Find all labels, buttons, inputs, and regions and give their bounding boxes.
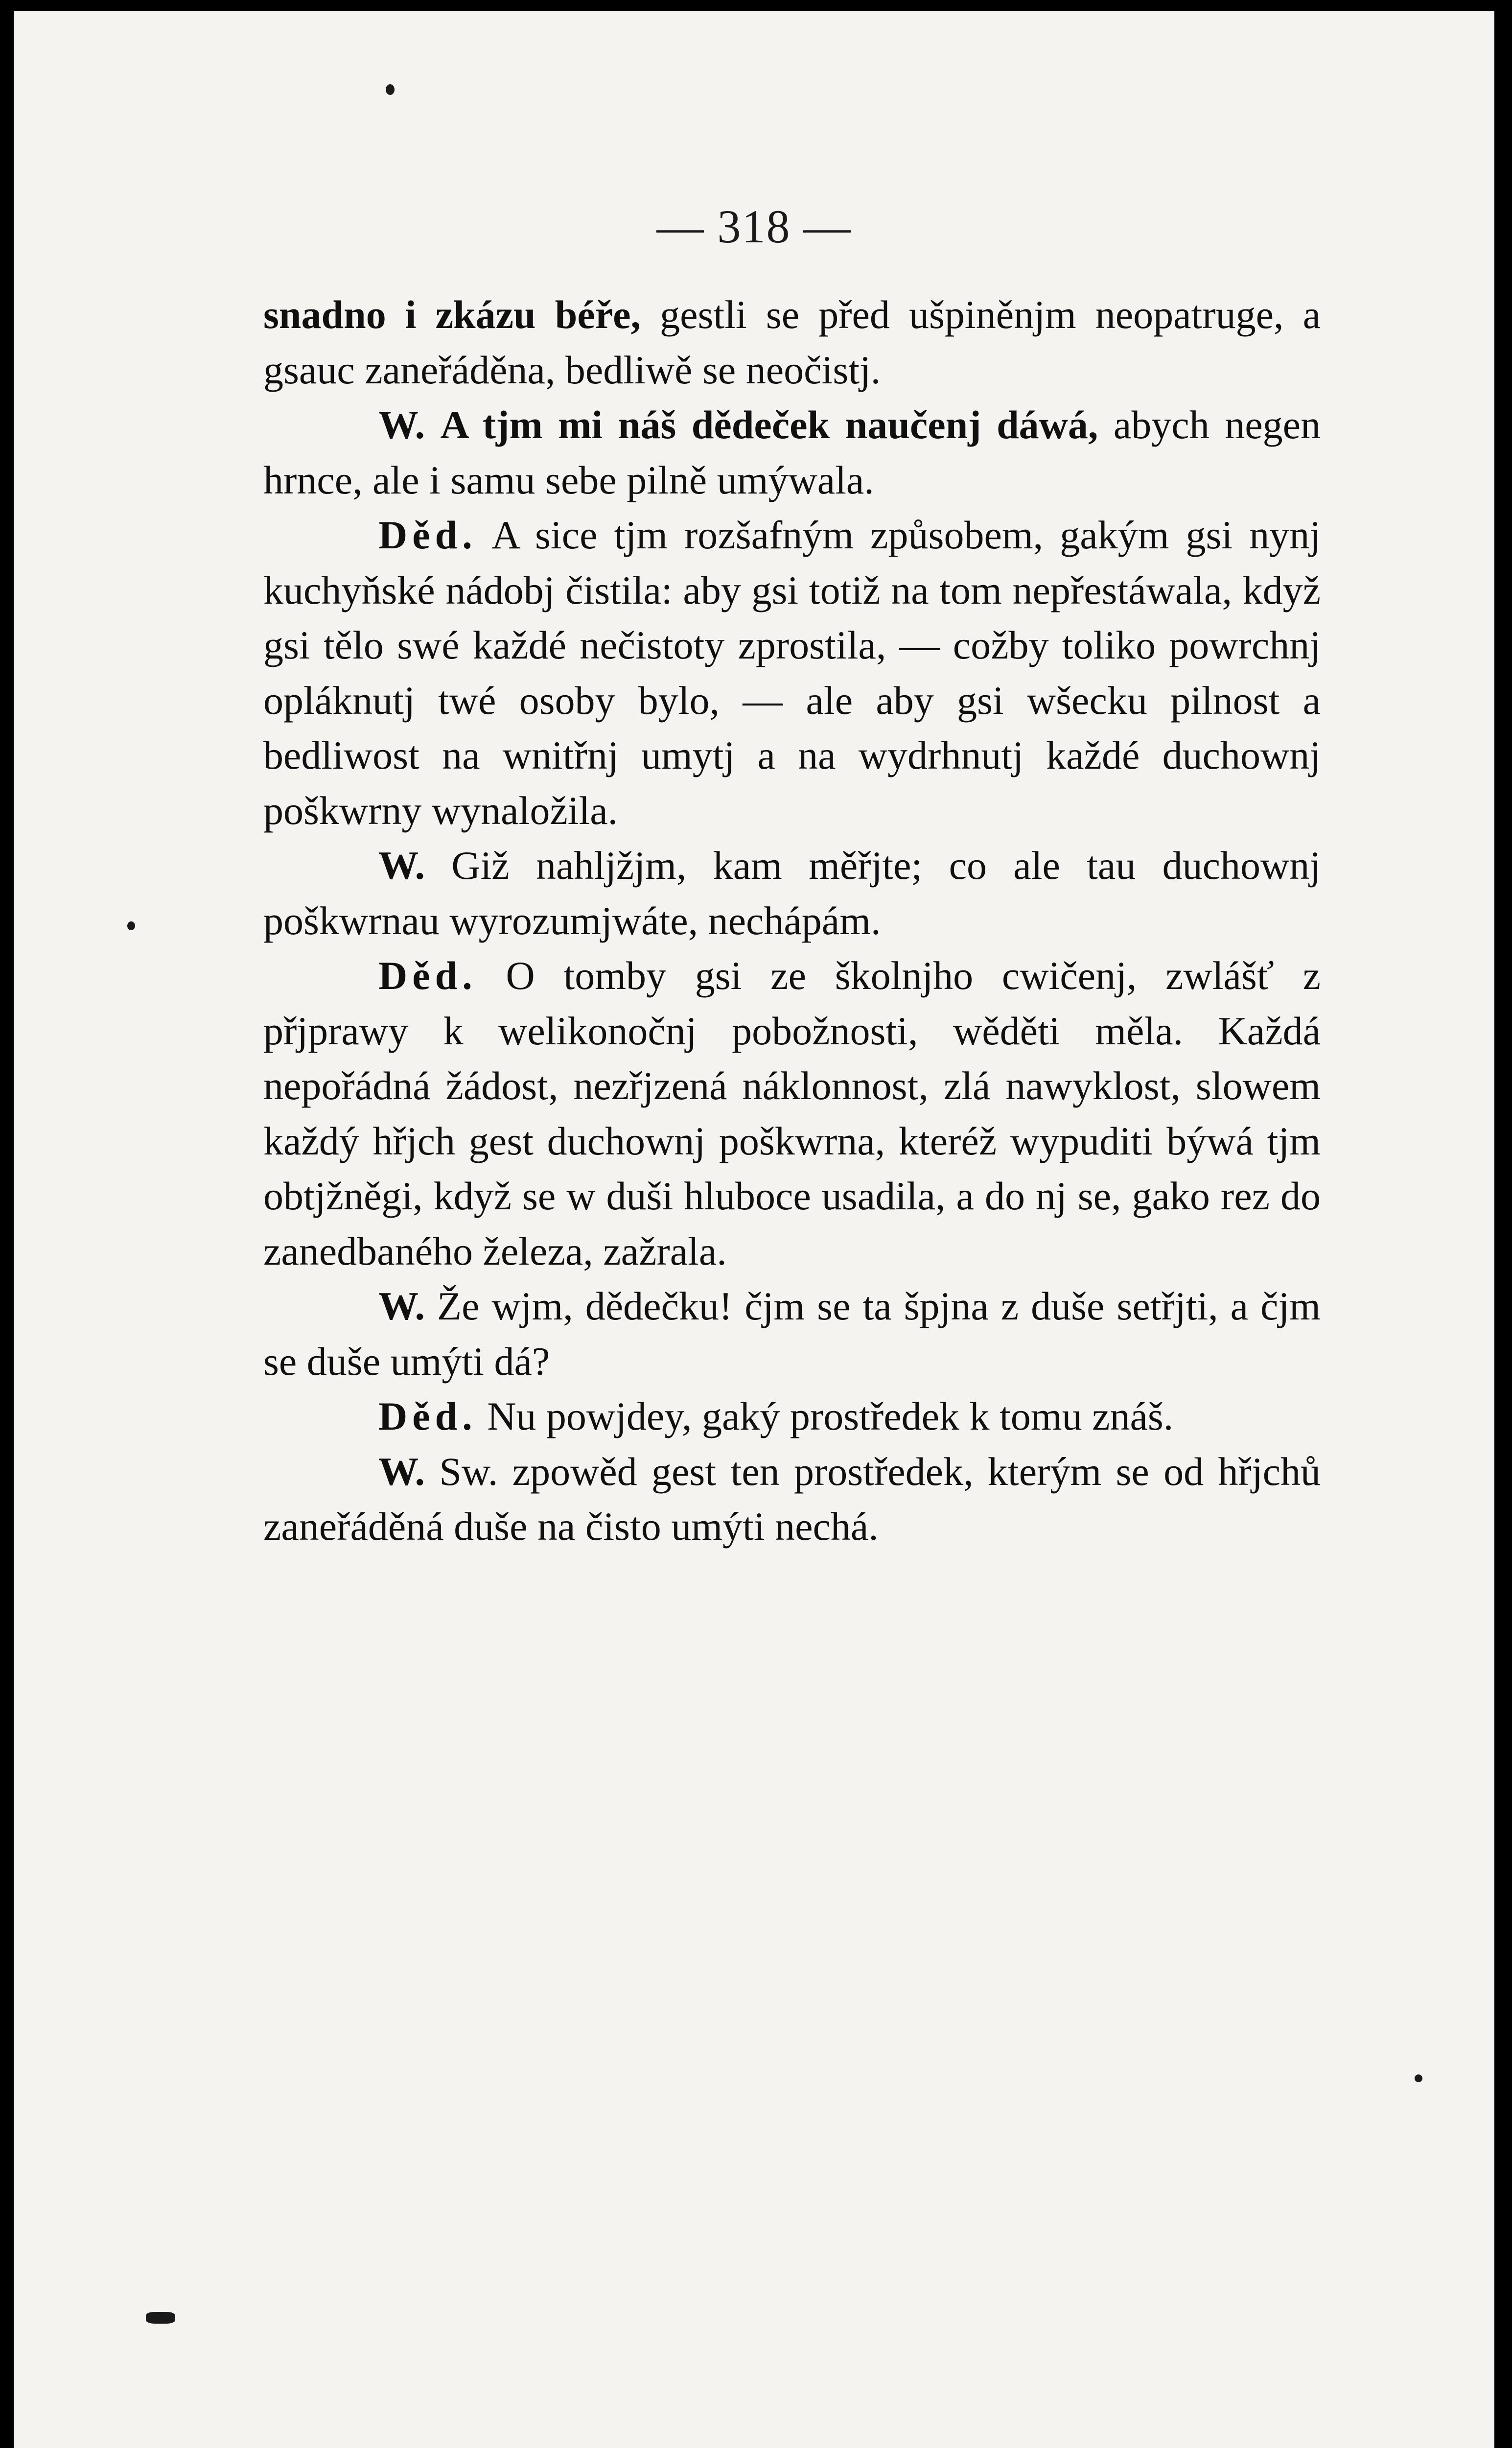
ink-speck (386, 84, 395, 95)
book-page (14, 11, 1494, 2448)
paragraph-8 (263, 1444, 1321, 1554)
paragraph-5 (263, 948, 1321, 1279)
paragraph-text: Že wjm, dědečku! čjm se ta špjna z duše setřjti, a čjm se duše umýti dá? (263, 1284, 1321, 1384)
speaker-label: Děd. (378, 953, 477, 998)
page-number: — 318 — (656, 200, 852, 253)
paragraph-text: Sw. zpowěd gest ten prostředek, kterým se od hřjchů zaneřáděná duše na čisto umýti nechá. (263, 1449, 1321, 1549)
ink-speck (1415, 2074, 1422, 2082)
paragraph-text: A sice tjm rozšafným způsobem, gakým gsi nynj kuchyňské nádobj čistila: aby gsi totiž na tom nepřestáwala, když gsi tělo swé každé nečistoty zprostila, — cožby toliko powrchnj opláknutj twé osoby bylo, — ale aby gsi wšecku pilnost a bedliwost na wnitřnj umytj a na wydrhnutj každé duchownj poškwrny wynaložila. (263, 513, 1321, 833)
ink-speck (127, 921, 135, 930)
paragraph-2 (263, 398, 1321, 508)
paragraph-text: Giž nahljžjm, kam měřjte; co ale tau duchownj poškwrnau wyrozumjwáte, nechápám. (263, 843, 1321, 943)
paragraph-6 (263, 1279, 1321, 1389)
paragraph-text: O tomby gsi ze školnjho cwičenj, zwlášť z přjprawy k welikonočnj pobožnosti, wěděti měla. Každá nepořádná žádost, nezřjzená náklonnost, zlá nawyklost, slowem každý hřjch gest duchownj poškwrna, kteréž wypuditi býwá tjm obtjžněgi, když se w duši hluboce usadila, a do nj se, gako rez do zanedbaného železa, zažrala. (263, 953, 1321, 1273)
paragraph-text: Nu powjdey, gaký prostředek k tomu znáš. (487, 1394, 1174, 1438)
body-text (263, 287, 1321, 1554)
speaker-label: Děd. (378, 513, 477, 557)
paragraph-4 (263, 838, 1321, 948)
paragraph-text: gestli se před ušpiněnjm neopatruge, a gsauc zaneřáděna, bedliwě se neočistj. (263, 292, 1321, 392)
paragraph-lead: snadno i zkázu béře, (263, 292, 641, 337)
speaker-label: Děd. (378, 1394, 477, 1438)
speaker-label: W. (378, 402, 425, 447)
speaker-label: W. (378, 1284, 425, 1328)
speaker-label: W. (378, 1449, 425, 1494)
paragraph-3 (263, 508, 1321, 838)
paragraph-lead: A tjm mi náš dědeček naučenj dáwá, (440, 402, 1098, 447)
paragraph-7 (263, 1389, 1321, 1444)
ink-speck (146, 2312, 175, 2324)
paragraph-1 (263, 287, 1321, 398)
speaker-label: W. (378, 843, 425, 888)
paragraph-text: abych negen hrnce, ale i samu sebe pilně umýwala. (263, 402, 1321, 502)
